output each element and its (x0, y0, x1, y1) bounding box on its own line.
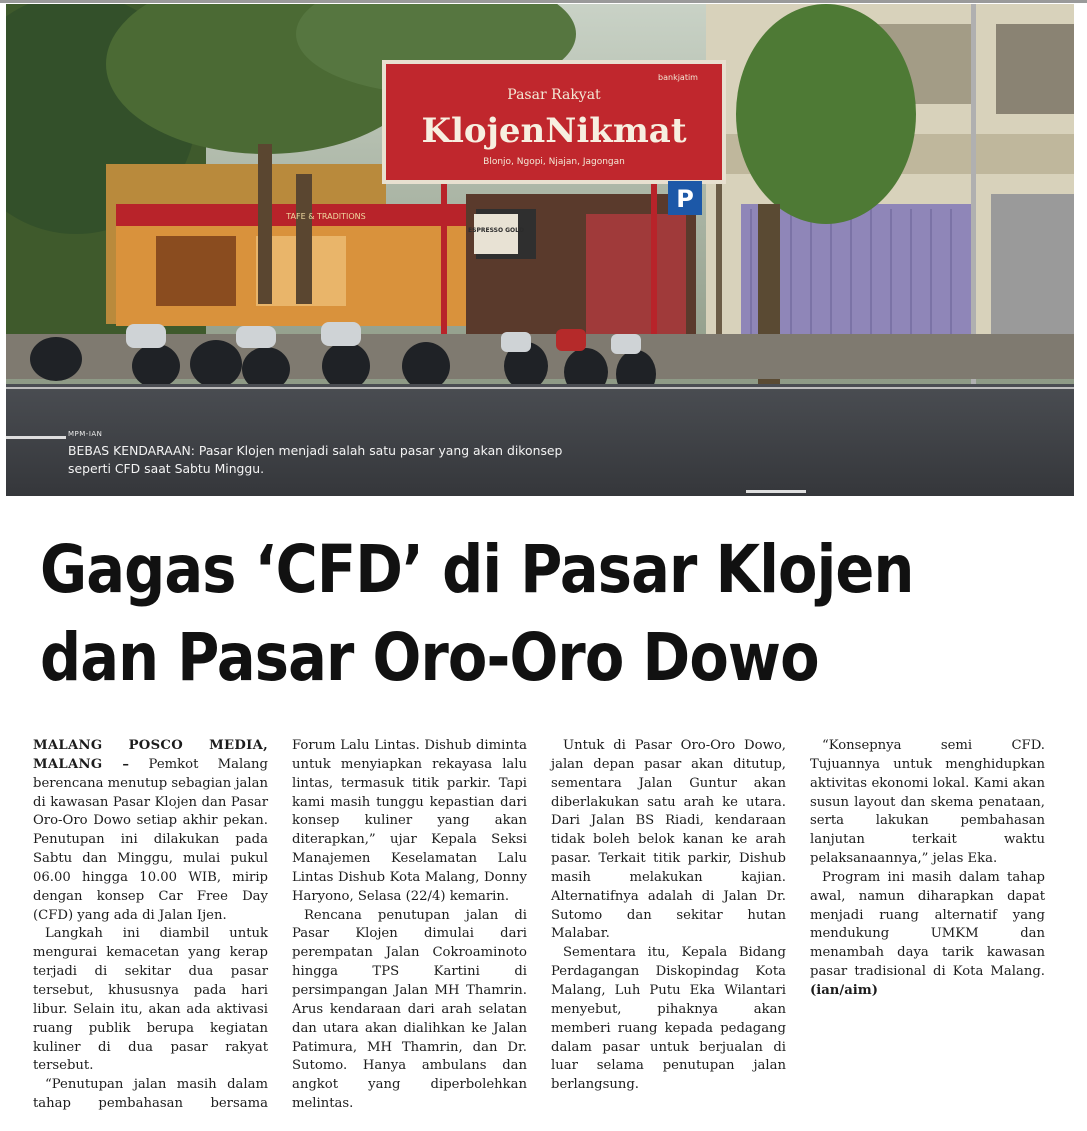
article-body (33, 737, 1045, 1121)
photo-caption: BEBAS KENDARAAN: Pasar Klojen menjadi salah satu pasar yang akan dikonsep seperti CFD saat Sabtu Minggu. (68, 443, 563, 476)
article-paragraph-7: “Konsepnya semi CFD. Tujuannya untuk menghidupkan aktivitas ekonomi lokal. Kami akan susun layout dan skema penataan, serta lakukan pembahasan lanjutan terkait waktu pelaksanaannya,” jelas Eka. (810, 738, 1045, 867)
sign-tagline-text: Blonjo, Ngopi, Njajan, Jagongan (483, 157, 625, 167)
dateline: MALANG POSCO MEDIA, MALANG – (33, 738, 268, 772)
headline-line-1: Gagas ‘CFD’ di Pasar Klojen (40, 531, 914, 608)
article-paragraph-4: Rencana penutupan jalan di Pasar Klojen dimulai dari perempatan Jalan Cokroaminoto hingga TPS Kartini di persimpangan Jalan MH Thamrin. Arus kendaraan dari arah selatan dan utara akan dialihkan ke Jalan Patimura, MH Thamrin, dan Dr. Sutomo. Hanya ambulans dan angkot yang diperbolehkan melintas. (292, 907, 527, 1112)
sign-top-text: Pasar Rakyat (507, 87, 601, 103)
sign-bank-text: bankjatim (658, 73, 698, 82)
shop-board-text: ESPRESSO GOLD (468, 227, 524, 234)
headline-line-2: dan Pasar Oro-Oro Dowo (40, 619, 819, 696)
author-signature: (ian/aim) (810, 982, 878, 998)
news-photo (6, 4, 1074, 496)
parking-sign-letter: P (676, 185, 694, 213)
article-paragraph-6: Sementara itu, Kepala Bidang Perdagangan Diskopindag Kota Malang, Luh Putu Eka Wilantari menyebut, pihaknya akan memberi ruang kepada pedagang dalam pasar untuk berjualan di luar selama penutupan jalan berlangsung. (551, 945, 786, 1093)
article-paragraph-2: Langkah ini diambil untuk mengurai kemacetan yang kerap terjadi di sekitar dua pasar tersebut, khususnya pada hari libur. Selain itu, akan ada aktivasi ruang publik berupa kegiatan kuliner di dua pasar rakyat tersebut. (33, 926, 268, 1074)
paragraph-8-text: Program ini masih dalam tahap awal, namun diharapkan dapat menjadi ruang alternatif yang mendukung UMKM dan menambah daya tarik kawasan pasar tradisional di Kota Malang. (810, 869, 1045, 980)
article-paragraph-1 (33, 737, 268, 925)
photo-credit: MPM-IAN (68, 430, 103, 438)
article-paragraph-3: “Penutupan jalan masih dalam tahap pembahasan bersama Forum Lalu Lintas. Dishub diminta untuk menyiapkan rekayasa lalu lintas, termasuk titik parkir. Tapi kami masih tunggu kepastian dari konsep kuliner yang akan diterapkan,” ujar Kepala Seksi Manajemen Keselamatan Lalu Lintas Dishub Kota Malang, Donny Haryono, Selasa (22/4) kemarin. (33, 738, 527, 1112)
market-scene-illustration (6, 4, 1074, 496)
headline (40, 526, 936, 702)
paragraph-1-text: Pemkot Malang berencana menutup sebagian jalan di kawasan Pasar Klojen dan Pasar Oro-Oro Dowo setiap akhir pekan. Penutupan ini dilakukan pada Sabtu dan Minggu, mulai pukul 06.00 hingga 10.00 WIB, mirip dengan konsep Car Free Day (CFD) yang ada di Jalan Ijen. (33, 756, 268, 923)
shop-banner-text: TAFE & TRADITIONS (286, 212, 366, 221)
article-paragraph-5: Untuk di Pasar Oro-Oro Dowo, jalan depan pasar akan ditutup, sementara Jalan Guntur akan diberlakukan satu arah ke utara. Dari Jalan BS Riadi, kendaraan tidak boleh belok kanan ke arah pasar. Terkait titik parkir, Dishub masih melakukan kajian. Alternatifnya adalah di Jalan Dr. Sutomo dan sekitar hutan Malabar. (551, 738, 786, 942)
top-rule (0, 0, 1087, 3)
sign-name-text: KlojenNikmat (421, 111, 687, 151)
article-paragraph-8 (810, 869, 1045, 1001)
